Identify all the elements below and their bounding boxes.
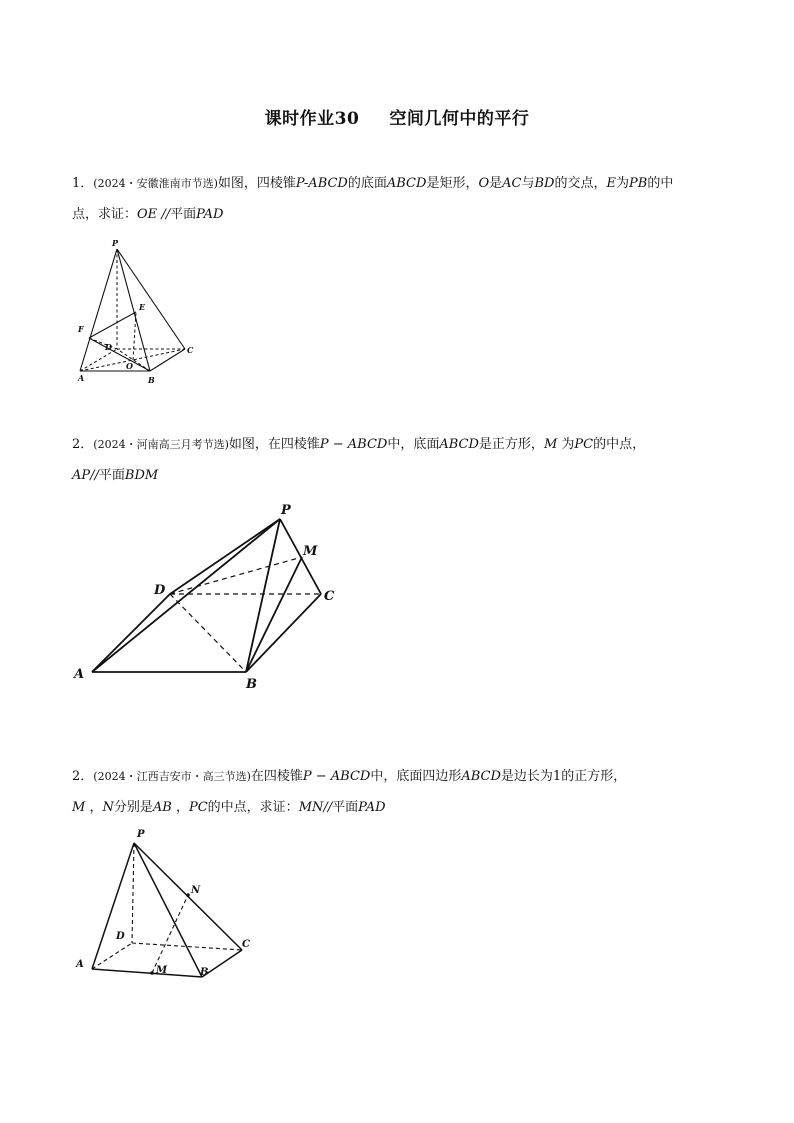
- label-P: P: [281, 503, 291, 518]
- segment-OE: [133, 312, 136, 360]
- label-C: C: [242, 939, 250, 950]
- label-E: E: [139, 302, 146, 312]
- label-M: M: [303, 544, 318, 559]
- problem-1-source: (2024・安徽淮南市节选): [93, 177, 218, 190]
- segment-MN: [152, 895, 188, 973]
- label-A: A: [76, 959, 84, 970]
- problem-3-source: (2024・江西吉安市・高三节选): [93, 770, 251, 783]
- edge-FE: [89, 312, 136, 338]
- label-A: A: [74, 667, 85, 682]
- label-O: O: [126, 361, 133, 371]
- problem-3-number: 2．: [72, 769, 94, 784]
- point-N: [186, 893, 190, 897]
- problem-3-text: 2．(2024・江西吉安市・高三节选)在四棱锥P − ABCD中，底面四边形ABCD是边长为1的正方形， M ，N分别是AB ，PC的中点，求证：MN//平面PAD: [72, 769, 627, 815]
- title-lesson: 课时作业30: [264, 109, 360, 129]
- edge-AB: [92, 969, 202, 977]
- page-title: [0, 104, 794, 129]
- edge-PD: [132, 843, 134, 943]
- edge-BM: [246, 557, 302, 672]
- title-topic: 空间几何中的平行: [389, 109, 530, 129]
- problem-1-text: 1．(2024・安徽淮南市节选)如图，四棱锥P-ABCD的底面ABCD是矩形，O是AC与BD的交点，E为PB的中 点，求证：OE //平面PAD: [72, 176, 674, 222]
- label-B: B: [246, 677, 257, 692]
- label-B: B: [200, 967, 209, 978]
- label-C: C: [324, 589, 335, 604]
- problem-2-number: 2．: [72, 437, 94, 452]
- problem-2-text: 2．(2024・河南高三月考节选)如图，在四棱锥P − ABCD中，底面ABCD是正方形，M 为PC的中点， AP//平面BDM: [72, 437, 646, 483]
- label-D: D: [105, 342, 112, 352]
- edge-FB: [89, 338, 150, 371]
- edge-PA: [92, 843, 134, 969]
- edge-PA: [80, 249, 117, 371]
- label-N: N: [191, 885, 201, 896]
- label-P: P: [137, 829, 145, 840]
- problem-2-source: (2024・河南高三月考节选): [93, 438, 229, 451]
- label-D: D: [154, 583, 166, 598]
- label-M: M: [156, 965, 168, 976]
- edge-AD: [92, 594, 170, 672]
- label-D: D: [116, 931, 125, 942]
- edge-BC: [246, 594, 321, 672]
- figure-1: [72, 238, 202, 388]
- segment-DM: [170, 557, 302, 594]
- diag-DB: [170, 594, 246, 672]
- label-F: F: [78, 324, 84, 334]
- edge-PB: [134, 843, 202, 977]
- edge-AD: [92, 943, 132, 969]
- figure-2: [70, 500, 350, 695]
- edge-PC: [117, 249, 185, 349]
- label-P: P: [112, 238, 119, 248]
- label-C: C: [187, 345, 194, 355]
- problem-1-number: 1．: [72, 176, 94, 191]
- label-B: B: [148, 375, 155, 385]
- label-A: A: [78, 373, 85, 383]
- figure-3: [72, 825, 262, 990]
- edge-DP: [170, 519, 280, 594]
- point-M: [150, 971, 154, 975]
